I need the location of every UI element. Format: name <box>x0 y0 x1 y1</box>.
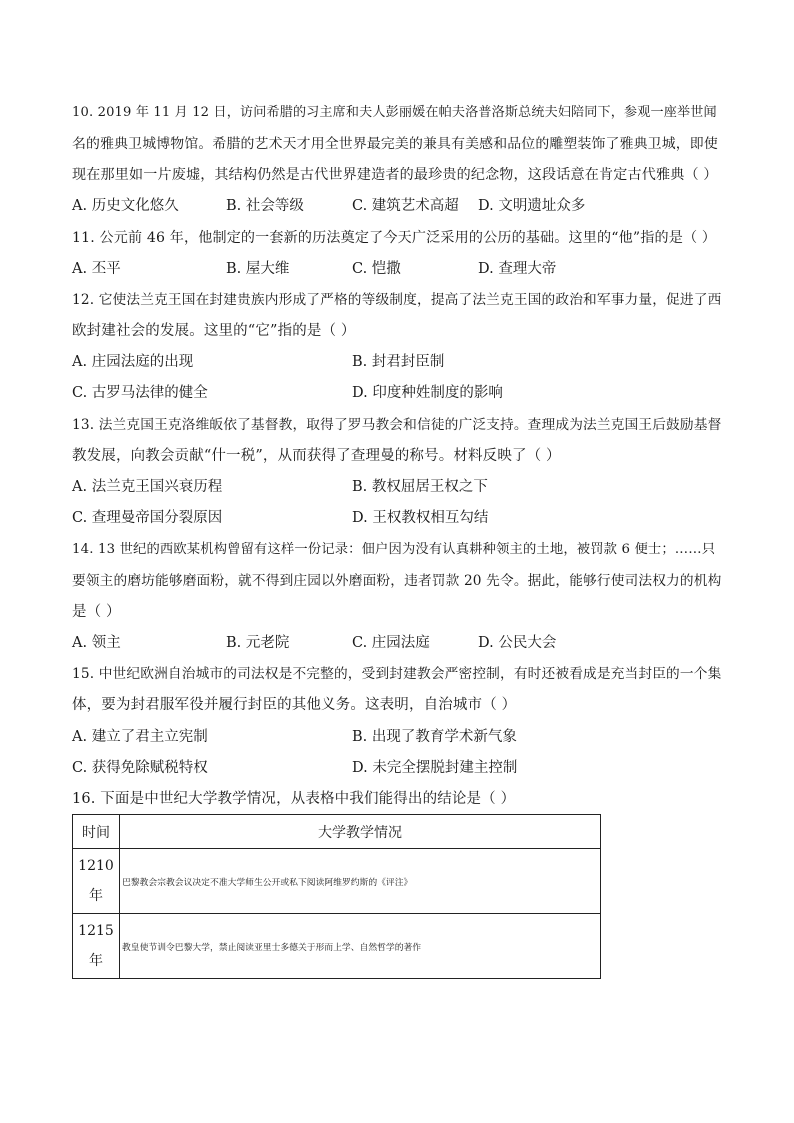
q14-text-line: 是（ ） <box>72 604 121 620</box>
q10-option-c: C. 建筑艺术高超 <box>352 198 459 214</box>
table-header-row <box>73 815 601 849</box>
q12-text-line: 欧封建社会的发展。这里的“它”指的是（ ） <box>72 323 356 339</box>
q13-option-b: B. 教权屈居王权之下 <box>352 479 488 495</box>
table-cell-situation <box>120 849 601 914</box>
table-cell-year <box>73 914 120 979</box>
q13-option-d: D. 王权教权相互勾结 <box>352 510 489 526</box>
year-unit: 年 <box>89 888 103 904</box>
q11-option-a: A. 丕平 <box>72 261 121 277</box>
q14-option-c: C. 庄园法庭 <box>352 635 430 651</box>
table-cell-situation <box>120 914 601 979</box>
q13-option-c: C. 查理曼帝国分裂原因 <box>72 510 223 526</box>
q15-option-c: C. 获得免除赋税特权 <box>72 760 208 776</box>
q10-option-d: D. 文明遗址众多 <box>478 198 586 214</box>
q14-option-a: A. 领主 <box>72 635 121 651</box>
year-number: 1215 <box>78 923 114 939</box>
q14-text-line: 14. 13 世纪的西欧某机构曾留有这样一份记录：佃户因为没有认真耕种领主的土地，被罚款 6 便士；……只 <box>72 542 716 557</box>
q12-option-a: A. 庄园法庭的出现 <box>72 354 194 370</box>
q13-text-line: 教发展，向教会贡献“什一税”，从而获得了查理曼的称号。材料反映了（ ） <box>72 448 561 464</box>
table-header-time: 时间 <box>73 815 120 849</box>
q10-text-line: 现在那里如一片废墟，其结构仍然是古代世界建造者的最珍贵的纪念物，这段话意在肯定古代雅典（ ） <box>72 167 718 183</box>
q16-text-line: 16. 下面是中世纪大学教学情况，从表格中我们能得出的结论是（ ） <box>72 791 516 807</box>
year-number: 1210 <box>78 858 114 874</box>
q15-text-line: 体，要为封君服军役并履行封臣的其他义务。这表明，自治城市（ ） <box>72 697 517 713</box>
q12-text-line: 12. 它使法兰克王国在封建贵族内形成了严格的等级制度，提高了法兰克王国的政治和军事力量，促进了西 <box>72 292 722 308</box>
q10-text-line: 10. 2019 年 11 月 12 日，访问希腊的习主席和夫人彭丽媛在帕夫洛普洛斯总统夫妇陪同下，参观一座举世闻 <box>72 105 717 120</box>
q15-option-b: B. 出现了教育学术新气象 <box>352 729 517 745</box>
q13-text-line: 13. 法兰克国王克洛维皈依了基督教，取得了罗马教会和信徒的广泛支持。查理成为法兰克国王后鼓励基督 <box>72 417 722 433</box>
q11-option-d: D. 查理大帝 <box>478 261 557 277</box>
table-row <box>73 914 601 979</box>
q11-option-c: C. 恺撒 <box>352 261 401 277</box>
teaching-table <box>72 814 601 979</box>
table-row <box>73 849 601 914</box>
q12-option-c: C. 古罗马法律的健全 <box>72 385 208 401</box>
table-header-situation: 大学教学情况 <box>120 815 601 849</box>
q11-text-line: 11. 公元前 46 年，他制定的一套新的历法奠定了今天广泛采用的公历的基础。这里的“他”指的是（ ） <box>72 230 717 246</box>
q10-text-line: 名的雅典卫城博物馆。希腊的艺术天才用全世界最完美的兼具有美感和品位的雕塑装饰了雅典卫城，即使 <box>72 136 718 152</box>
q15-option-d: D. 未完全摆脱封建主控制 <box>352 760 518 776</box>
q13-option-a: A. 法兰克王国兴衰历程 <box>72 479 223 495</box>
situation-text: 巴黎教会宗教会议决定不准大学师生公开或私下阅读阿维罗约斯的《评注》 <box>122 877 413 888</box>
q15-text-line: 15. 中世纪欧洲自治城市的司法权是不完整的，受到封建教会严密控制，有时还被看成是充当封臣的一个集 <box>72 666 722 682</box>
year-unit: 年 <box>89 953 103 969</box>
q12-option-b: B. 封君封臣制 <box>352 354 445 370</box>
q12-option-d: D. 印度种姓制度的影响 <box>352 385 503 401</box>
q10-option-a: A. 历史文化悠久 <box>72 198 179 214</box>
table-cell-year <box>73 849 120 914</box>
q14-text-line: 要领主的磨坊能够磨面粉，就不得到庄园以外磨面粉，违者罚款 20 先令。据此，能够行使司法权力的机构 <box>72 573 722 589</box>
q14-option-d: D. 公民大会 <box>478 635 557 651</box>
q11-option-b: B. 屋大维 <box>226 261 290 277</box>
q15-option-a: A. 建立了君主立宪制 <box>72 729 208 745</box>
q14-option-b: B. 元老院 <box>226 635 290 651</box>
situation-text: 教皇使节训令巴黎大学，禁止阅读亚里士多德关于形而上学、自然哲学的著作 <box>122 942 422 953</box>
q10-option-b: B. 社会等级 <box>226 198 304 214</box>
